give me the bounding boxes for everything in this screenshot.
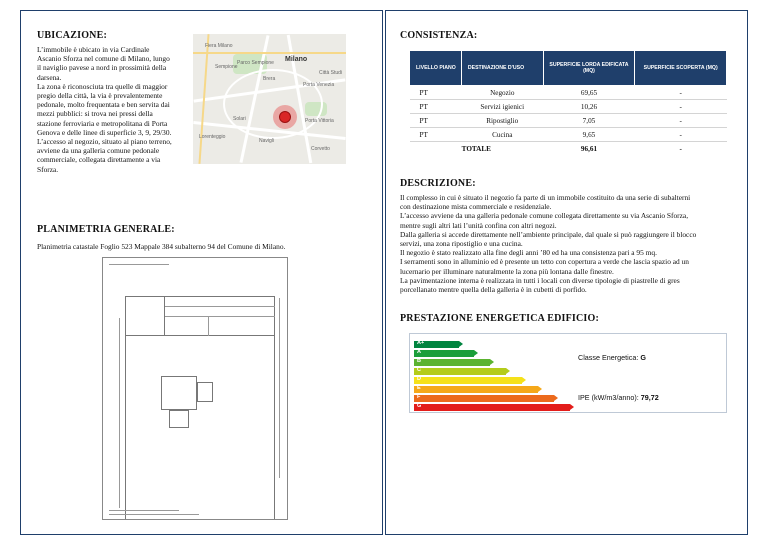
ubicazione-line: avviene da una galleria comune pedonale <box>37 146 160 156</box>
descrizione-heading: DESCRIZIONE: <box>400 178 476 189</box>
descrizione-line: con destinazione mista commerciale e residenziale. <box>400 202 552 212</box>
ipe-value: 79,72 <box>640 393 659 402</box>
cell-scoperta: - <box>635 100 727 114</box>
cell-livello: PT <box>410 128 462 142</box>
energy-class-bar <box>414 404 570 411</box>
cell-scoperta: - <box>635 114 727 128</box>
consistenza-table <box>409 50 727 156</box>
map-label: Solari <box>233 116 246 122</box>
ubicazione-line: mezzi pubblici: si trova nei pressi della <box>37 109 153 119</box>
consistenza-heading: CONSISTENZA: <box>400 30 478 41</box>
ubicazione-line: La zona è riconosciuta tra quelle di maggior <box>37 81 168 91</box>
ubicazione-line: stazione ferroviaria e metropolitana di Porta <box>37 118 168 128</box>
descrizione-line: mentre sugli altri lati l’unità confina con altri negozi. <box>400 220 557 230</box>
plan-footer-line <box>109 514 199 515</box>
descrizione-line: lucernario per illuminare naturalmente la zona più lontana dalle finestre. <box>400 266 614 276</box>
ubicazione-line: Sforza. <box>37 164 59 174</box>
plan-cartouche-line <box>165 306 275 307</box>
descrizione-line: porcellanato mentre quella della galleria è in cubetti di porfido. <box>400 285 587 295</box>
ubicazione-line: il naviglio pavese a nord in prossimità della <box>37 63 167 73</box>
cell-livello: PT <box>410 100 462 114</box>
map-label: Città Studi <box>319 70 343 76</box>
col-header-scoperta: SUPERFICIE SCOPERTA (MQ) <box>635 51 727 86</box>
ubicazione-line: commerciale, collegata direttamente a via <box>37 155 161 165</box>
planimetria-caption: Planimetria catastale Foglio 523 Mappale 384 subalterno 94 del Comune di Milano. <box>37 242 286 251</box>
ubicazione-line: darsena. <box>37 72 62 82</box>
plan-cartouche-line <box>208 316 209 336</box>
map-highway <box>193 52 346 54</box>
plan-side-text-line <box>119 318 120 508</box>
map-label: Porta Vittoria <box>305 118 334 124</box>
cell-destinazione: Ripostiglio <box>461 114 543 128</box>
energy-class-letter: G <box>417 403 422 409</box>
ubicazione-line: L’immobile è ubicato in via Cardinale <box>37 45 150 54</box>
plan-room <box>197 382 213 402</box>
col-header-destinazione: DESTINAZIONE D'USO <box>461 51 543 86</box>
planimetria-heading: PLANIMETRIA GENERALE: <box>37 224 175 235</box>
cell-destinazione: Cucina <box>461 128 543 142</box>
map-label: Lorenteggio <box>199 134 226 140</box>
energy-class-letter: A <box>417 349 421 355</box>
floorplan-image <box>102 257 288 520</box>
energy-label-box <box>409 333 727 413</box>
table-total-row <box>410 142 727 156</box>
cell-total-scoperta: - <box>679 144 682 153</box>
location-pin-icon[interactable] <box>279 111 291 123</box>
plan-cartouche-logo <box>125 296 165 336</box>
plan-room <box>161 376 197 410</box>
energy-class-bar <box>414 386 538 393</box>
ipe-value-line <box>578 393 659 402</box>
cell-destinazione: Negozio <box>461 86 543 100</box>
map-label: Corvetto <box>311 146 330 152</box>
ubicazione-line: L’accesso al negozio, situato al piano terreno, <box>37 137 172 147</box>
ubicazione-heading: UBICAZIONE: <box>37 30 107 41</box>
cell-lorda: 10,26 <box>543 100 635 114</box>
ubicazione-line: pregio della città, la via è prevalentemente <box>37 91 163 101</box>
table-row <box>410 114 727 128</box>
descrizione-line: Dalla galleria si accede direttamente nell’ambiente principale, dal quale si può raggiungere il blocco <box>400 229 697 239</box>
map-label: Navigli <box>259 138 275 144</box>
classe-value: G <box>640 353 646 362</box>
plan-cartouche-line <box>165 316 275 317</box>
energy-class-letter: F <box>417 394 421 400</box>
map-label: Parco Sempione <box>237 60 274 66</box>
energy-class-bar <box>414 377 522 384</box>
cell-total-label: TOTALE <box>461 144 491 153</box>
energy-class-letter: E <box>417 385 421 391</box>
cell-destinazione: Servizi igienici <box>461 100 543 114</box>
plan-header-line <box>109 264 169 265</box>
table-row <box>410 86 727 100</box>
cell-lorda: 69,65 <box>543 86 635 100</box>
col-header-livello: LIVELLO PIANO <box>410 51 462 86</box>
cell-lorda: 7,05 <box>543 114 635 128</box>
classe-label: Classe Energetica: <box>578 353 641 362</box>
ubicazione-line: Genova e delle linee di superficie 3, 9, 29/30. <box>37 127 172 137</box>
descrizione-line: Il complesso in cui è situato il negozio fa parte di un immobile costituito da una serie di subalterni <box>400 193 691 202</box>
plan-room <box>169 410 189 428</box>
ubicazione-text <box>37 45 187 174</box>
col-header-lorda: SUPERFICIE LORDA EDIFICATA (MQ) <box>543 51 635 86</box>
energy-class-letter: B <box>417 358 421 364</box>
descrizione-line: Il negozio è stato realizzato alla fine degli anni ’80 ed ha una consistenza pari a 95 mq. <box>400 248 657 258</box>
plan-side-text-line <box>279 298 280 478</box>
energy-class-letter: D <box>417 376 421 382</box>
ubicazione-line: pedonale, molto frequentata e ben servita dai <box>37 100 170 110</box>
cell-scoperta: - <box>635 86 727 100</box>
cell-total-lorda: 96,61 <box>580 144 598 153</box>
energy-class-bar <box>414 368 506 375</box>
energy-class-bar <box>414 359 490 366</box>
descrizione-line: La pavimentazione interna è realizzata in tutti i locali con diverse tipologie di piastrelle di gres <box>400 275 680 285</box>
cell-lorda: 9,65 <box>543 128 635 142</box>
descrizione-line: servizi, una zona ripostiglio e una cucina. <box>400 239 523 249</box>
energy-class-letter: C <box>417 367 421 373</box>
descrizione-text <box>400 193 728 294</box>
ubicazione-line: Ascanio Sforza nel comune di Milano, lungo <box>37 54 170 64</box>
map-label: Porta Venezia <box>303 82 335 88</box>
descrizione-line: I serramenti sono in alluminio ed è presente un tetto con copertura a verde che lascia spazio ad un <box>400 257 689 267</box>
energy-class-bar <box>414 350 474 357</box>
map-label: Brera <box>263 76 276 82</box>
location-map[interactable] <box>193 34 346 164</box>
cell-livello: PT <box>410 86 462 100</box>
map-label: Sempione <box>215 64 238 70</box>
cell-scoperta: - <box>635 128 727 142</box>
table-row <box>410 100 727 114</box>
map-label: Fiera Milano <box>205 43 233 49</box>
energy-class-bar <box>414 341 459 348</box>
classe-energetica <box>578 353 646 362</box>
energy-class-letter: A+ <box>417 340 425 346</box>
map-label: Milano <box>285 56 308 63</box>
plan-footer-line <box>109 510 179 511</box>
table-row <box>410 128 727 142</box>
energetica-heading: PRESTAZIONE ENERGETICA EDIFICIO: <box>400 313 600 324</box>
energy-class-bar <box>414 395 554 402</box>
ipe-label: IPE (kW/m3/anno): <box>578 393 641 402</box>
descrizione-line: L’accesso avviene da una galleria pedonale comune collegata direttamente su via Ascanio Sforza, <box>400 211 689 221</box>
cell-livello: PT <box>410 114 462 128</box>
